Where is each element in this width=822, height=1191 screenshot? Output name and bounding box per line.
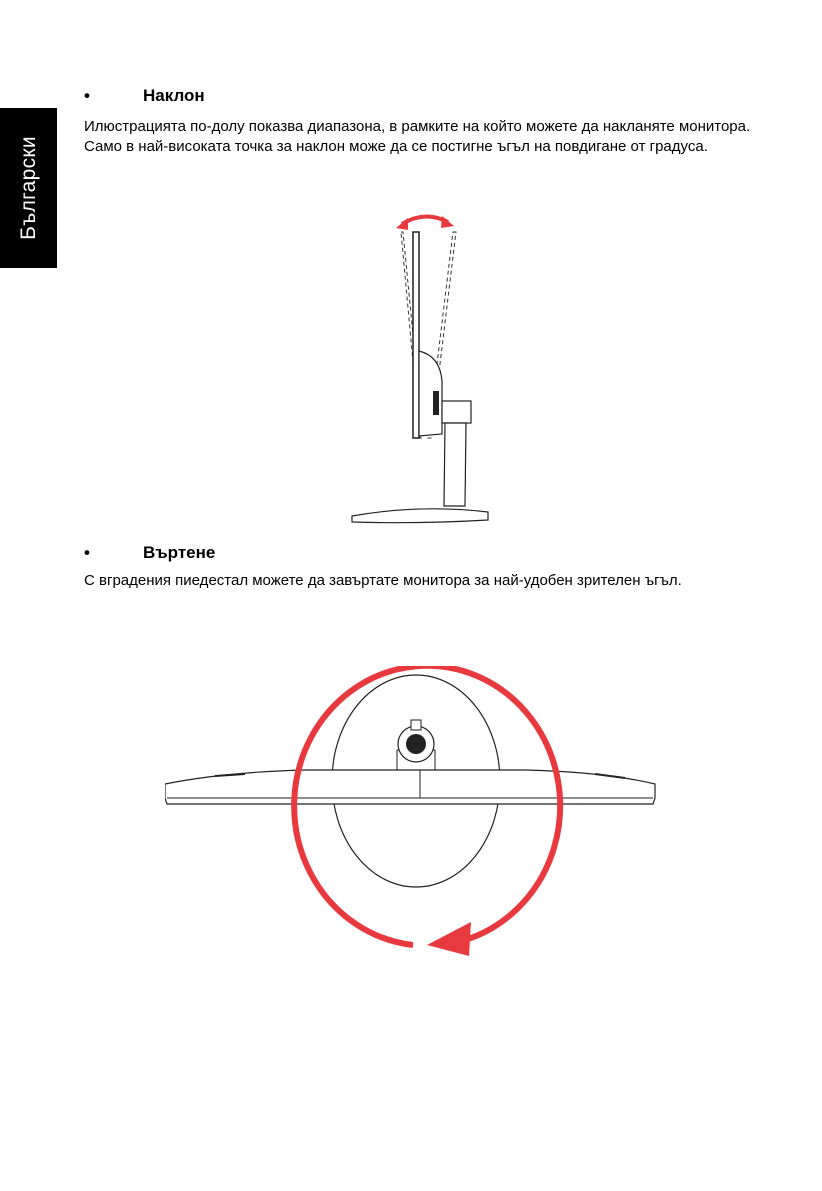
tilt-illustration [340, 206, 500, 526]
stand-column [444, 423, 466, 506]
tilt-description [84, 117, 764, 157]
language-tab-label: Български [16, 136, 40, 240]
tilt-line-2: Само в най-високата точка за наклон може да се постигне ъгъл на повдигане от градуса. [84, 138, 708, 155]
language-tab [0, 108, 57, 268]
swivel-heading-text: Въртене [143, 543, 216, 562]
stand-base [352, 509, 488, 523]
tilt-arrow-icon [402, 216, 448, 224]
monitor-panel-side [413, 232, 419, 438]
swivel-description [84, 571, 764, 591]
swivel-heading [84, 543, 215, 563]
swivel-bullet: • [84, 543, 90, 562]
tilt-heading-text: Наклон [143, 86, 205, 105]
tilt-bullet: • [84, 86, 90, 105]
tilt-heading [84, 86, 205, 106]
swivel-line-1: С вградения пиедестал можете да завъртате монитора за най-удобен зрителен ъгъл. [84, 572, 682, 589]
swivel-illustration [165, 666, 665, 986]
tilt-line-1: Илюстрацията по-долу показва диапазона, в рамките на който можете да накланяте монитора. [84, 118, 751, 135]
